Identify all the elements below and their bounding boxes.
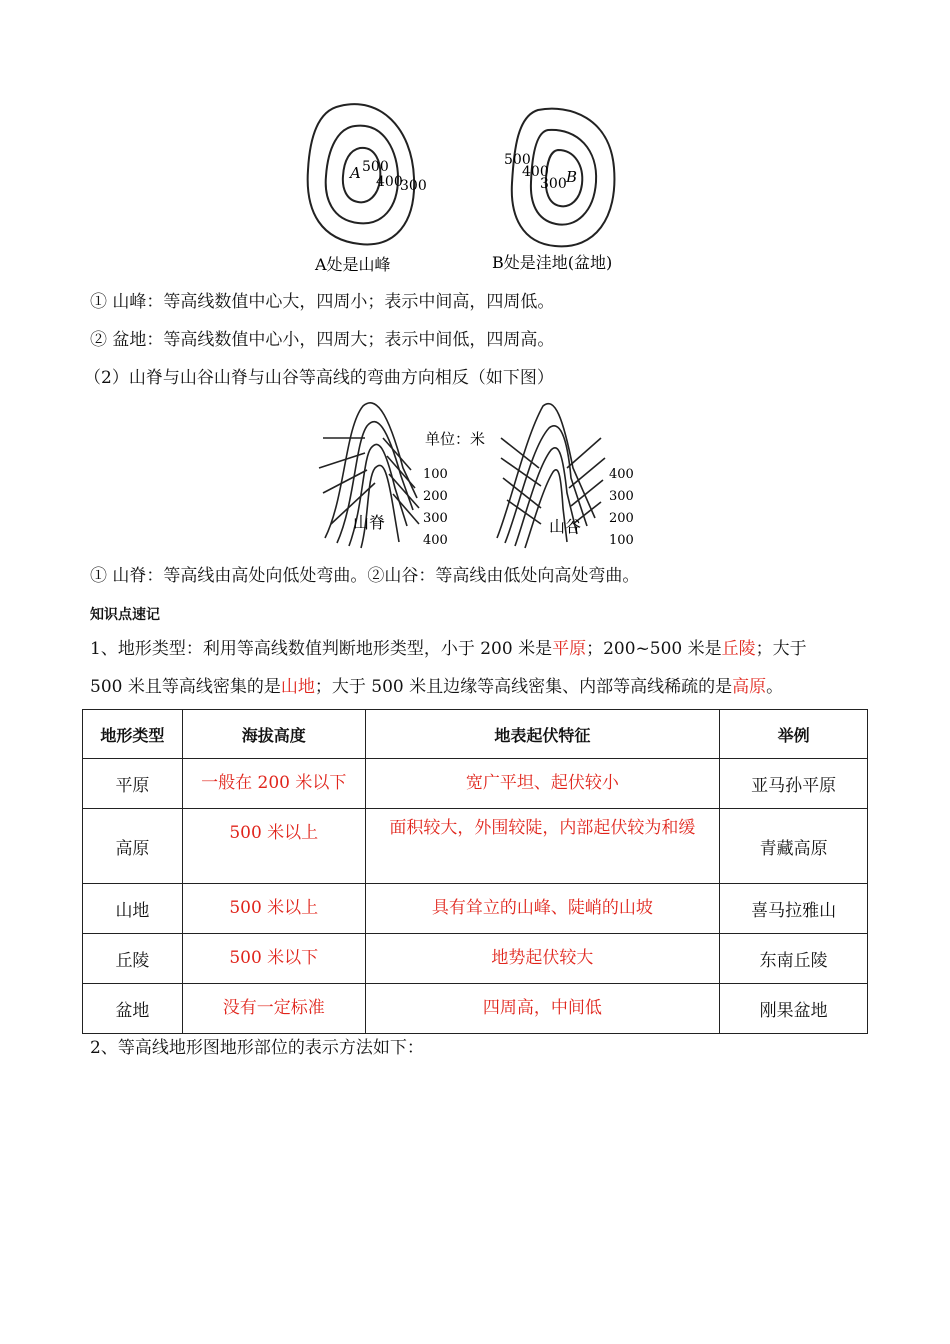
cell-type: 高原 bbox=[83, 809, 183, 884]
ridge-caption: 山脊 bbox=[353, 513, 386, 532]
p2-text-a: 500 米且等高线密集的是 bbox=[90, 677, 281, 697]
header-example: 举例 bbox=[720, 710, 868, 759]
header-feature: 地表起伏特征 bbox=[365, 710, 720, 759]
cell-altitude: 没有一定标准 bbox=[182, 984, 365, 1034]
valley-value-2: 300 bbox=[609, 489, 634, 504]
ridge-value-3: 300 bbox=[423, 511, 448, 526]
p1-plain-term: 平原 bbox=[552, 639, 587, 659]
table-row bbox=[83, 984, 868, 1034]
p2-text-b: ；大于 500 米且边缘等高线密集、内部等高线稀疏的是 bbox=[314, 677, 733, 697]
valley-value-1: 400 bbox=[609, 467, 634, 482]
section-title: 知识点速记 bbox=[90, 607, 160, 623]
paragraph-line-2 bbox=[90, 675, 783, 699]
peak-caption: A处是山峰 bbox=[315, 255, 391, 274]
paragraph-line-1 bbox=[90, 637, 807, 661]
ridge-valley-description: ① 山脊：等高线由高处向低处弯曲。②山谷：等高线由低处向高处弯曲。 bbox=[90, 566, 640, 586]
cell-feature: 宽广平坦、起伏较小 bbox=[365, 759, 720, 809]
peak-contour-300: 300 bbox=[400, 178, 427, 194]
peak-basin-figure bbox=[300, 98, 660, 278]
cell-type: 丘陵 bbox=[83, 934, 183, 984]
cell-example: 青藏高原 bbox=[720, 809, 868, 884]
cell-feature: 地势起伏较大 bbox=[365, 934, 720, 984]
cell-altitude: 500 米以下 bbox=[182, 934, 365, 984]
basin-caption: B处是洼地(盆地) bbox=[492, 253, 613, 272]
basin-description: ② 盆地：等高线数值中心小，四周大；表示中间低，四周高。 bbox=[90, 330, 555, 350]
cell-altitude: 500 米以上 bbox=[182, 809, 365, 884]
ridge-value-1: 100 bbox=[423, 467, 448, 482]
p2-plateau-term: 高原 bbox=[732, 677, 767, 697]
ridge-valley-intro: （2）山脊与山谷山脊与山谷等高线的弯曲方向相反（如下图） bbox=[84, 368, 554, 388]
cell-altitude: 500 米以上 bbox=[182, 884, 365, 934]
landform-table bbox=[82, 709, 868, 1034]
cell-example: 刚果盆地 bbox=[720, 984, 868, 1034]
basin-contour-300: 300 bbox=[540, 176, 567, 192]
table-row bbox=[83, 809, 868, 884]
ridge-value-2: 200 bbox=[423, 489, 448, 504]
peak-description: ① 山峰：等高线数值中心大，四周小；表示中间高，四周低。 bbox=[90, 292, 555, 312]
peak-point-label: A bbox=[350, 164, 361, 182]
cell-example: 东南丘陵 bbox=[720, 934, 868, 984]
unit-label: 单位：米 bbox=[425, 430, 486, 448]
cell-feature: 具有耸立的山峰、陡峭的山坡 bbox=[365, 884, 720, 934]
table-row bbox=[83, 934, 868, 984]
table-row bbox=[83, 884, 868, 934]
peak-contour-400: 400 bbox=[376, 174, 403, 190]
cell-type: 山地 bbox=[83, 884, 183, 934]
peak-contour-500: 500 bbox=[362, 159, 389, 175]
valley-caption: 山谷 bbox=[549, 517, 582, 536]
p1-text-c: ；大于 bbox=[755, 639, 807, 659]
ridge-value-4: 400 bbox=[423, 533, 448, 548]
p1-text-b: ；200~500 米是 bbox=[586, 639, 722, 659]
cell-type: 盆地 bbox=[83, 984, 183, 1034]
basin-contour-400: 400 bbox=[522, 164, 549, 180]
table-row bbox=[83, 759, 868, 809]
basin-contour-500: 500 bbox=[504, 152, 531, 168]
header-type: 地形类型 bbox=[83, 710, 183, 759]
table-header-row bbox=[83, 710, 868, 759]
cell-type: 平原 bbox=[83, 759, 183, 809]
basin-point-label: B bbox=[566, 168, 578, 186]
header-altitude: 海拔高度 bbox=[182, 710, 365, 759]
ridge-valley-figure bbox=[305, 398, 645, 550]
p1-hills-term: 丘陵 bbox=[721, 639, 756, 659]
valley-value-4: 100 bbox=[609, 533, 634, 548]
cell-altitude: 一般在 200 米以下 bbox=[182, 759, 365, 809]
p2-text-c: 。 bbox=[766, 677, 784, 697]
cell-example: 喜马拉雅山 bbox=[720, 884, 868, 934]
cell-example: 亚马孙平原 bbox=[720, 759, 868, 809]
p2-mountain-term: 山地 bbox=[280, 677, 315, 697]
cell-feature: 四周高，中间低 bbox=[365, 984, 720, 1034]
after-table-line: 2、等高线地形图地形部位的表示方法如下： bbox=[90, 1038, 424, 1058]
p1-text-a: 1、地形类型：利用等高线数值判断地形类型，小于 200 米是 bbox=[90, 639, 553, 659]
valley-value-3: 200 bbox=[609, 511, 634, 526]
cell-feature: 面积较大，外围较陡，内部起伏较为和缓 bbox=[365, 809, 720, 884]
